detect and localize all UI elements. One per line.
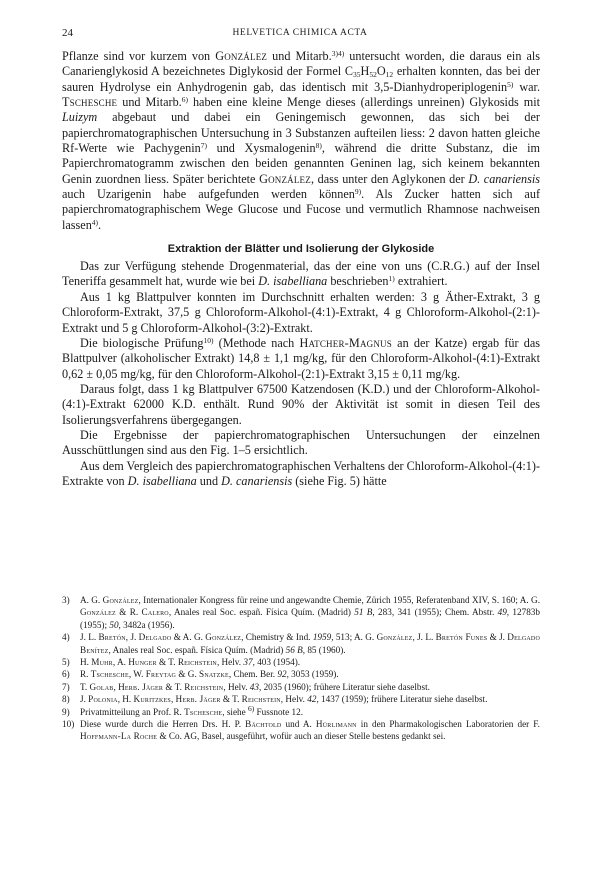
footnote-mark: 8) [62, 694, 70, 705]
running-header [62, 27, 538, 41]
paragraph-7: Aus dem Vergleich des papierchromatographischen Verhaltens der Chloroform-Alkohol-(4:1)-Extrakte von D. isabelliana und D. canariensis (siehe Fig. 5) hätte [62, 458, 540, 488]
footnote-mark: 7) [62, 681, 70, 692]
footnote-ref: 8) [315, 141, 322, 151]
footnote-5: 5) H. Muhr, A. Hunger & T. Reichstein, Helv. 37, 403 (1954). [62, 657, 301, 668]
footnote-ref: 3)4) [331, 49, 345, 58]
footnote-ref: 6) [248, 703, 255, 713]
paragraph-2: Das zur Verfügung stehende Drogenmaterial, das der eine von uns (C.R.G.) auf der Insel Teneriffa gesammelt hat, wurde wie bei D. isabelliana beschrieben$^{1)}$ extrahiert. [62, 259, 540, 289]
page-number: 24 [62, 27, 73, 39]
paragraph-1: Pflanze sind vor kurzem von González und Mitarb.$^{3)4)}$ untersucht worden, die daraus ein als Canarienglykosid A bezeichnetes Diglykosid der Formel $C_{35}H_{52}O_{12}$ erhalten konnten, das bei der sauren Hydrolyse ein Anhydrogenin gab, das identisch mit 3,5-Dianhydroperiplogenin$^{5)}$ war. Tschesche und Mitarb.$^{6)}$ haben eine kleine Menge dieses (allerdings unreinen) Glykosids mit Luizym abgebaut und dabei ein Geningemisch gewonnen, das sich bei der papierchromatographischen Untersuchung in 3 Substanzen aufteilen liess: 2 davon hatten gleiche Rf-Werte wie Pachygenin$^{7)}$ und Xysmalogenin$^{8)}$, während die dritte Substanz, die im Papierchromatogramm zwischen den beiden genannten Geninen lag, sich keinem bekannten Genin zuordnen liess. Später berichtete González, dass unter den Aglykonen der D. canariensis auch Uzarigenin habe aufgefunden werden können$^{9)}$. Als Zucker hatten sich auf papierchromatographischem Wege Glucose und Fucose und vermutlich Rhamnose nachweisen lassen$^{4)}$. [62, 49, 541, 232]
paragraph-6: Die Ergebnisse der papierchromatographischen Untersuchungen der einzelnen Ausschüttlungen sind aus den Fig. 1–5 ersichtlich. [62, 427, 540, 458]
footnote-ref: 9) [354, 187, 362, 197]
footnote-ref: 6) [181, 95, 188, 105]
section-heading: Extraktion der Blätter und Isolierung der Glykoside [167, 243, 435, 256]
footnote-8: 8) J. Polonia, H. Kuritzkes, Herb. Jäger & T. Reichstein, Helv. 42, 1437 (1959); frühere Literatur siehe daselbst. [62, 694, 488, 705]
footnote-ref: 4) [91, 217, 99, 227]
footnote-10: 10) Diese wurde durch die Herren Drs. H. P. Bächtold und A. Hürlimann in den Pharmakologischen Laboratorien der F. Hoffmann-La Roche & Co. AG, Basel, ausgeführt, wofür auch an dieser Stelle bestens gedankt sei. [62, 719, 540, 742]
footnote-ref: 7) [200, 141, 207, 151]
main-text [62, 49, 540, 489]
footnote-3: 3) A. G. González, Internationaler Kongress für reine und angewandte Chemie, Zürich 1955, Referatenband XIV, S. 160; A. G. González & R. Calero, Anales real Soc. españ. Física Quím. (Madrid) 51 B, 283, 341 (1955); Chem. Abstr. 49, 12783b (1955); 50, 3482a (1956). [62, 595, 540, 630]
paragraph-4: Die biologische Prüfung$^{10)}$ (Methode nach Hatcher-Magnus an der Katze) ergab für das Blattpulver (alkoholischer Extrakt) 14,8 ± 1,1 mg/kg, für den Chloroform-Alkohol-(4:1)-Extrakt 0,62 ± 0,05 mg/kg, für den Chloroform-Alkohol-(2:1)-Extrakt 3,15 ± 0,11 mg/kg. [62, 335, 541, 381]
footnote-4: 4) J. L. Bretón, J. Delgado & A. G. González, Chemistry & Ind. 1959, 513; A. G. González, J. L. Bretón Funes & J. Delgado Benítez, Anales real Soc. españ. Física Quím. (Madrid) 56 B, 85 (1960). [62, 632, 540, 655]
footnote-mark: 6) [62, 669, 70, 680]
footnote-ref: 1) [388, 274, 395, 284]
footnote-mark: 10) [62, 719, 75, 730]
footnote-6: 6) R. Tschesche, W. Freytag & G. Snatzke, Chem. Ber. 92, 3053 (1959). [62, 669, 339, 680]
footnotes [62, 594, 540, 743]
footnote-mark: 5) [62, 657, 70, 668]
paragraph-3: Aus 1 kg Blattpulver konnten im Durchschnitt erhalten werden: 3 g Äther-Extrakt, 3 g Chloroform-Extrakt, 37,5 g Chloroform-Alkohol-(4:1)-Extrakt, 4 g Chloroform-Alkohol-(2:1)-Extrakt und 5 g Chloroform-Alkohol-(3:2)-Extrakt. [62, 289, 540, 335]
paragraph-5: Daraus folgt, dass 1 kg Blattpulver 67500 Katzendosen (K.D.) und der Chloroform-Alkohol-(4:1)-Extrakt 62000 K.D. enthält. Rund 90% der Aktivität ist somit in diesen Teil des Isolierungsverfahrens übergegangen. [62, 381, 540, 427]
footnote-mark: 4) [62, 632, 70, 643]
footnote-mark: 3) [62, 595, 70, 605]
footnote-7: 7) T. Golab, Herb. Jäger & T. Reichstein, Helv. 43, 2035 (1960); frühere Literatur siehe daselbst. [62, 681, 430, 692]
journal-title: HELVETICA CHIMICA ACTA [232, 28, 368, 38]
footnote-ref: 10) [203, 335, 214, 345]
footnote-9: 9) Privatmitteilung an Prof. R. Tschesche, siehe $^{6)}$ Fussnote 12. [62, 703, 304, 717]
footnote-mark: 9) [62, 706, 70, 717]
footnote-ref: 5) [507, 79, 514, 89]
